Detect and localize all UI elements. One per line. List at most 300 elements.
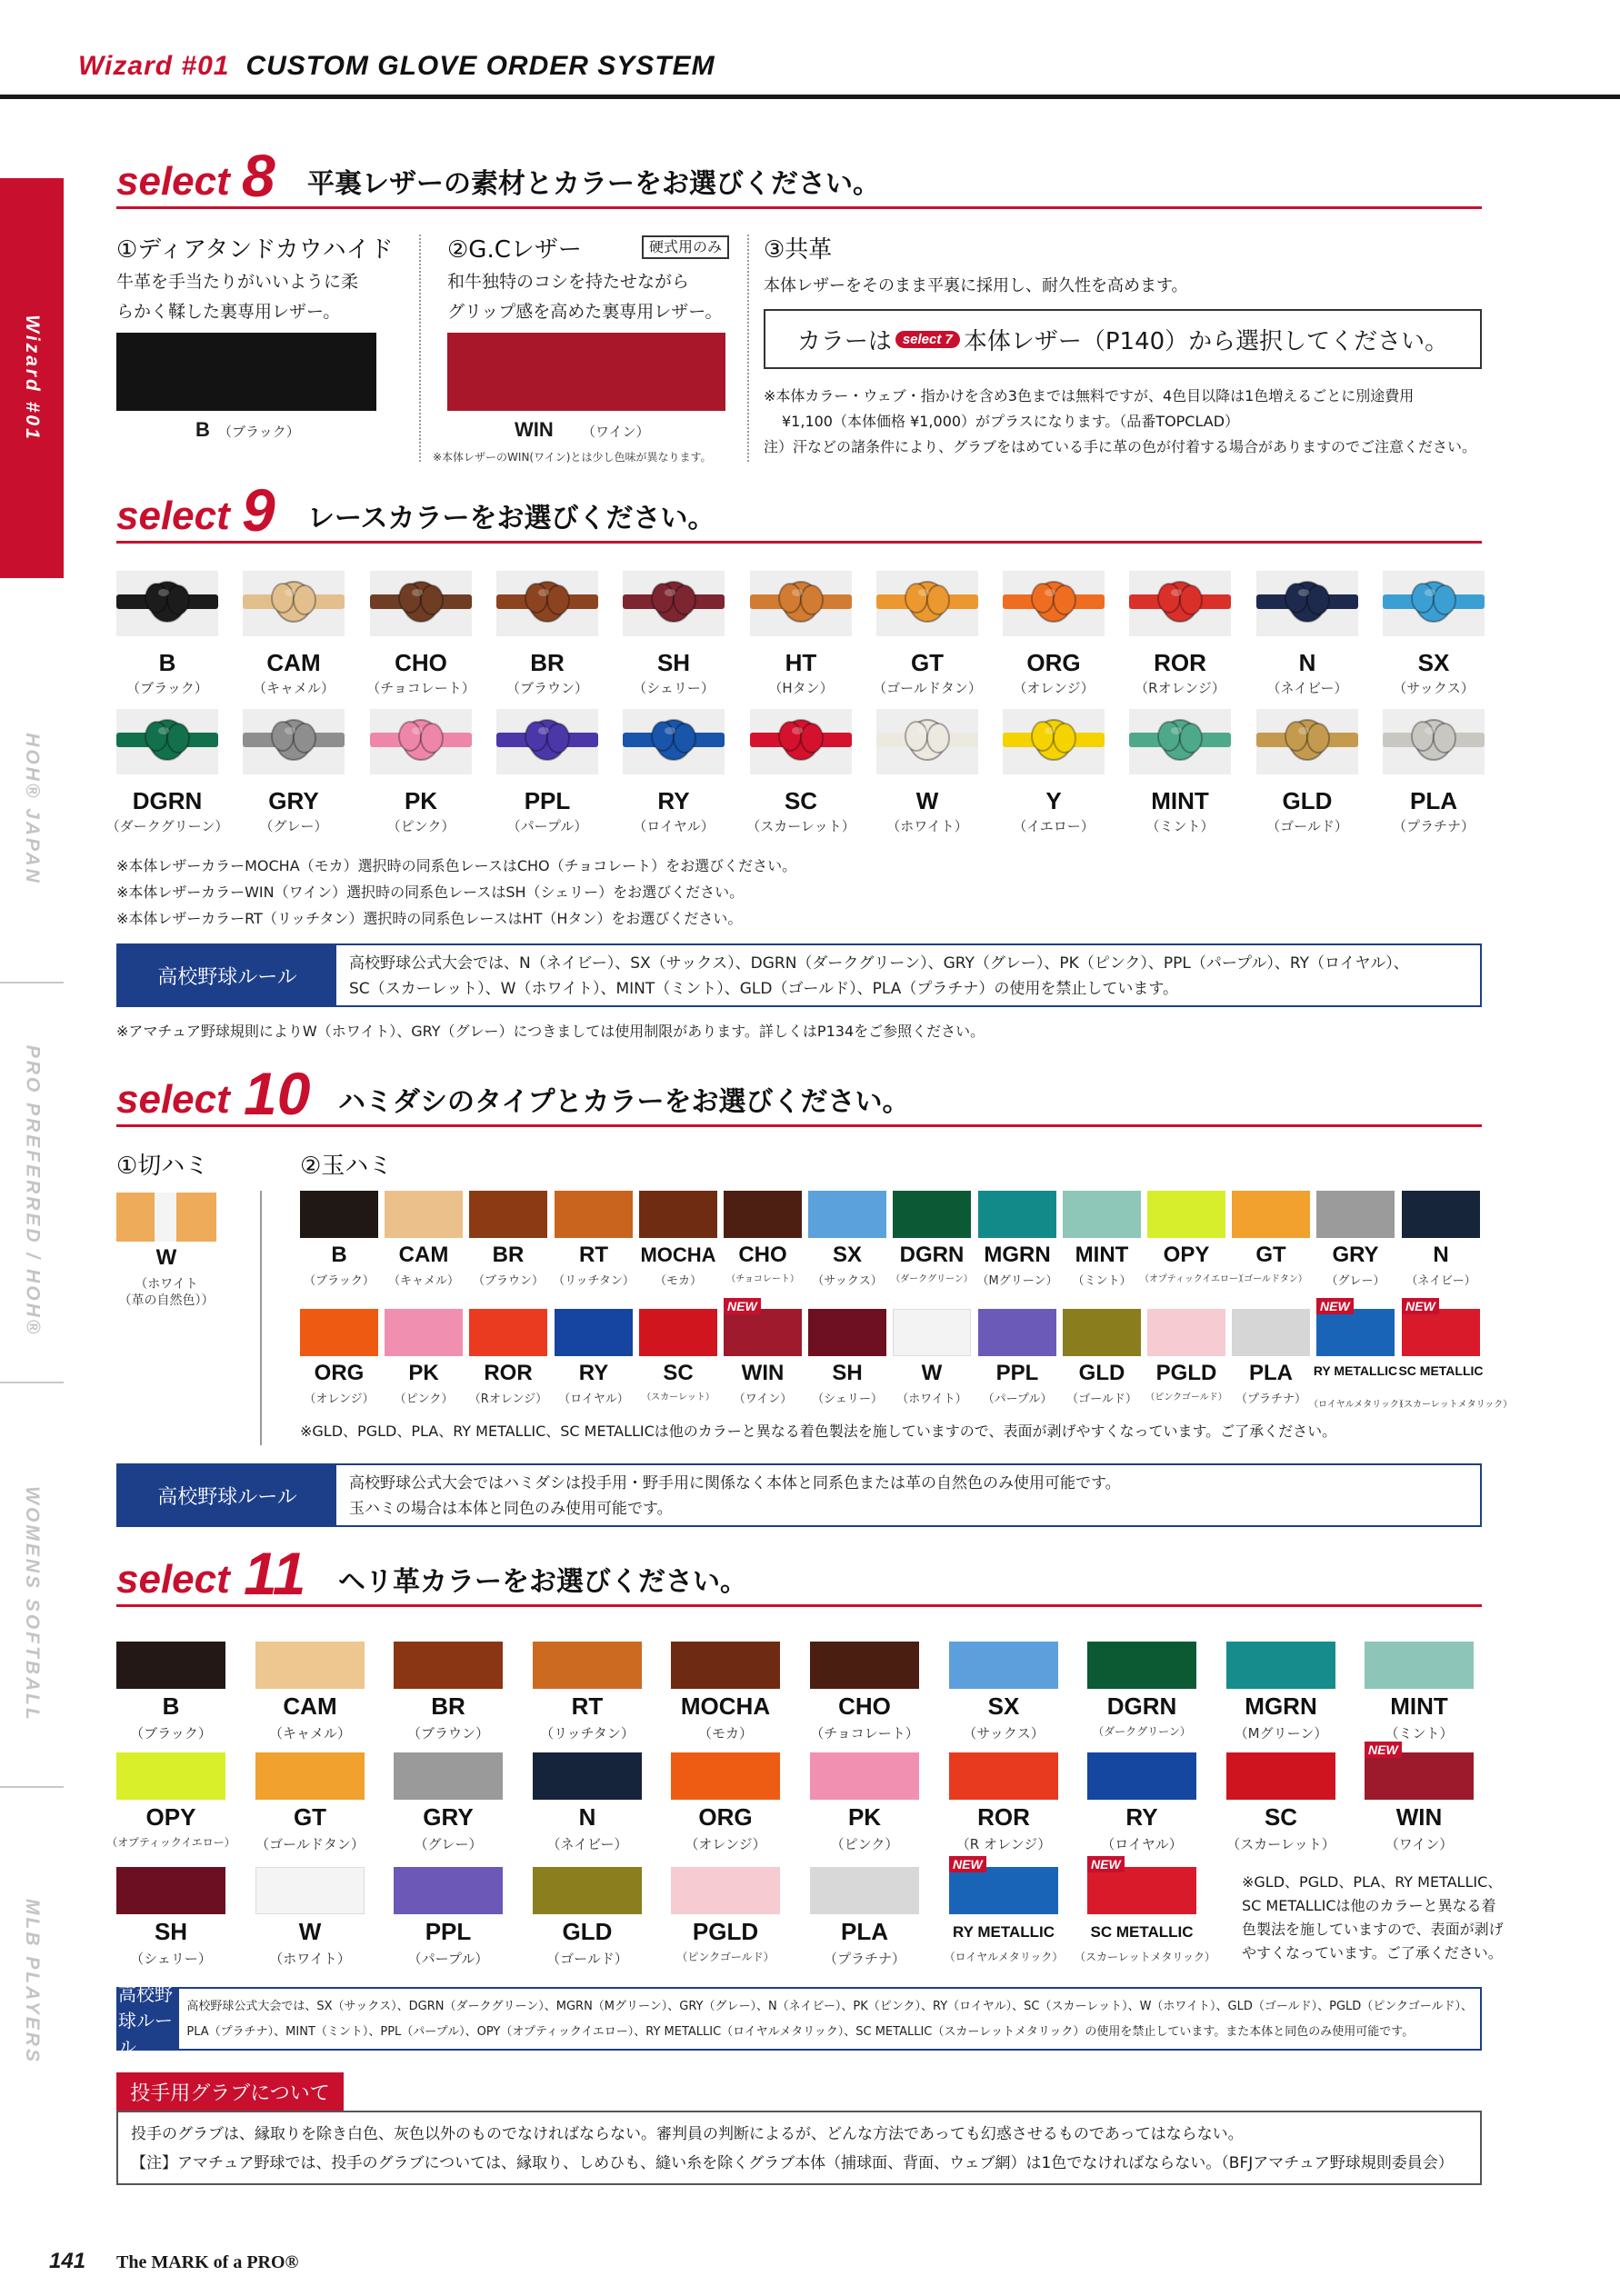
swatch-code: WIN <box>1395 1803 1443 1831</box>
amateur-rule-note: ※アマチュア野球規則によりW（ホワイト）、GRY（グレー）につきましては使用制限があります。詳しくはP134をご参照ください。 <box>116 1023 985 1040</box>
swatch-code: ORG <box>1026 649 1081 676</box>
rule-line: 高校野球公式大会では、SX（サックス）、DGRN（ダークグリーン）、MGRN（Mグリーン）、GRY（グレー）、N（ネイビー）、PK（ピンク）、RY（ロイヤル）、SC（スカーレット）、W（ホワイト）、GLD（ゴールド）、PGLD（ピンクゴールド）、 <box>186 2000 1473 2013</box>
high-school-rule-box <box>116 1982 1482 2058</box>
swatch-jp-name: （ワイン） <box>733 1393 793 1406</box>
side-tab-mlb-players[interactable] <box>0 1854 64 2109</box>
select-number: 8 <box>242 142 275 209</box>
piping-swatch-br[interactable] <box>469 1191 547 1238</box>
color-select-instruction-box <box>764 309 1482 369</box>
swatch-code: PLA <box>841 1918 888 1945</box>
option-gc-leather: ②G.Cレザー <box>447 236 582 264</box>
swatch-jp-name: （サックス） <box>963 1725 1045 1742</box>
piping-swatch-gt[interactable] <box>1232 1191 1310 1238</box>
swatch-code: ROR <box>484 1361 533 1385</box>
section-header-select-10 <box>116 1054 1482 1127</box>
binding-swatch-rt[interactable] <box>533 1642 642 1689</box>
swatch-jp-name: （Rオレンジ） <box>468 1393 548 1406</box>
side-tab-hoh-japan[interactable] <box>0 636 64 982</box>
swatch-jp-name: （ミント） <box>1385 1725 1454 1742</box>
piping-swatch-mgrn[interactable] <box>978 1191 1056 1238</box>
swatch-jp-name: （スカーレット） <box>746 818 855 834</box>
piping-swatch-mint[interactable] <box>1063 1191 1141 1238</box>
swatch-code: W <box>298 1918 322 1945</box>
option-description: グリップ感を高めた裏専用レザー。 <box>447 302 723 322</box>
swatch-code: SC <box>1264 1803 1298 1831</box>
piping-swatch-gld[interactable] <box>1063 1309 1141 1356</box>
binding-swatch-pk[interactable] <box>810 1752 919 1800</box>
swatch-cut-piping-white[interactable] <box>116 1193 216 1242</box>
side-tab-womens-softball[interactable] <box>0 1454 64 1754</box>
pitcher-glove-rules <box>116 2111 1482 2185</box>
binding-swatch-ry-metallic[interactable] <box>949 1867 1058 1914</box>
swatch-jp-name: （ブラウン） <box>505 680 588 696</box>
binding-swatch-dgrn[interactable] <box>1087 1642 1196 1689</box>
swatch-code: Y <box>1045 787 1062 814</box>
swatch-code: RY <box>578 1361 609 1385</box>
binding-swatch-pla[interactable] <box>810 1867 919 1914</box>
swatch-jp-name: （ブラック） <box>218 424 300 440</box>
select-7-tag: select 7 <box>895 331 960 348</box>
swatch-jp-name: （ゴールド） <box>1266 818 1348 834</box>
option-description: 本体レザーをそのまま平裏に採用し、耐久性を高めます。 <box>764 276 1188 295</box>
swatch-code: PK <box>404 787 438 814</box>
binding-swatch-mgrn[interactable] <box>1226 1642 1335 1689</box>
swatch-code: GRY <box>423 1803 474 1831</box>
binding-swatch-win[interactable] <box>1365 1752 1474 1800</box>
swatch-jp-name: （ネイビー） <box>1405 1274 1476 1288</box>
lace-note: ※本体レザーカラーWIN（ワイン）選択時の同系色レースはSH（シェリー）をお選びください。 <box>116 883 745 901</box>
swatch-code: CAM <box>398 1243 449 1267</box>
binding-swatch-mocha[interactable] <box>671 1642 780 1689</box>
swatch-jp-name: （革の自然色）） <box>118 1293 215 1308</box>
piping-swatch-w[interactable] <box>893 1309 971 1356</box>
lace-swatch-cho[interactable] <box>370 571 472 636</box>
column-divider <box>747 235 749 462</box>
swatch-jp-name: （スカーレット） <box>1226 1836 1335 1852</box>
option-deer-tanned-cowhide: ①ディアタンドカウハイド <box>116 236 394 264</box>
swatch-jp-name: （ブラウン） <box>472 1274 544 1288</box>
swatch-jp-name: （スカーレットメタリック） <box>1075 1951 1216 1963</box>
swatch-black-leather[interactable] <box>116 333 376 411</box>
swatch-code: PLA <box>1249 1361 1293 1385</box>
rule-line: 高校野球公式大会ではハミダシは投手用・野手用に関係なく本体と同系色または革の自然色のみ使用可能です。 <box>349 1474 1121 1492</box>
swatch-code: MOCHA <box>680 1692 771 1720</box>
new-badge: NEW <box>1402 1298 1439 1314</box>
swatch-jp-name: （ワイン） <box>1385 1836 1454 1852</box>
side-tab-label: Wizard #01 <box>22 314 43 442</box>
rule-line: PLA（プラチナ）、MINT（ミント）、PPL（パープル）、OPY（オプティックイエロー）、RY METALLIC（ロイヤルメタリック）、SC METALLIC（スカーレットメタリック）の使用を禁止しています。また本体と同色のみ使用可能です。 <box>186 2025 1415 2039</box>
swatch-code: CHO <box>738 1243 787 1267</box>
swatch-jp-name: （ホワイト） <box>269 1951 351 1967</box>
swatch-code: GLD <box>1282 787 1333 814</box>
swatch-jp-name: （リッチタン） <box>553 1274 635 1288</box>
side-tab-pro-preferred[interactable] <box>0 991 64 1391</box>
swatch-jp-name: （ネイビー） <box>1266 680 1348 696</box>
swatch-code: PK <box>847 1803 882 1831</box>
section-header-select-9 <box>116 471 1482 544</box>
lace-swatch-ry[interactable] <box>623 709 725 774</box>
lace-swatch-gt[interactable] <box>876 571 978 636</box>
lace-swatch-n[interactable] <box>1256 571 1358 636</box>
swatch-code: GT <box>293 1803 327 1831</box>
swatch-jp-name: （ダークグリーン） <box>1093 1725 1191 1738</box>
swatch-code: W <box>915 787 939 814</box>
section-title: ハミダシのタイプとカラーをお選びください。 <box>338 1086 910 1118</box>
binding-swatch-mint[interactable] <box>1365 1642 1474 1689</box>
side-tab-label: MLB PLAYERS <box>22 1899 44 2064</box>
lace-swatch-ppl[interactable] <box>496 709 598 774</box>
swatch-jp-name: （キャメル） <box>268 1725 351 1742</box>
extra-color-note: ¥1,100（本体価格 ¥1,000）がプラスになります。（品番TOPCLAD） <box>782 413 1240 430</box>
swatch-code: RY <box>657 787 690 814</box>
new-badge: NEW <box>1316 1298 1354 1314</box>
swatch-code: PGLD <box>692 1918 759 1945</box>
column-divider <box>419 235 421 462</box>
swatch-jp-name: （ロイヤル） <box>633 818 715 834</box>
piping-swatch-b[interactable] <box>300 1191 378 1238</box>
swatch-jp-name: （ブラック） <box>304 1274 375 1288</box>
section-title: レースカラーをお選びください。 <box>307 503 715 534</box>
lace-note: ※本体レザーカラーMOCHA（モカ）選択時の同系色レースはCHO（チョコレート）をお選びください。 <box>116 857 797 874</box>
rule-label: 高校野球ルール <box>118 945 336 1005</box>
swatch-code: GT <box>910 649 945 676</box>
piping-swatch-dgrn[interactable] <box>893 1191 971 1238</box>
swatch-code: WIN <box>741 1361 785 1385</box>
special-finish-note: やすくなっています。ご了承ください。 <box>1242 1944 1503 1962</box>
side-divider <box>0 982 64 983</box>
swatch-jp-name: （ロイヤル） <box>558 1393 629 1406</box>
swatch-code: SH <box>832 1361 863 1385</box>
binding-swatch-n[interactable] <box>533 1752 642 1800</box>
swatch-code: BR <box>530 649 565 676</box>
piping-swatch-gry[interactable] <box>1316 1191 1395 1238</box>
new-badge: NEW <box>1365 1742 1402 1758</box>
swatch-jp-name: （オプティックイエロー） <box>106 1836 235 1849</box>
instruction-prefix: カラーは <box>796 327 892 355</box>
extra-color-note: ※本体カラー・ウェブ・指かけを含め3色までは無料ですが、4色目以降は1色増えるごとに別途費用 <box>764 387 1415 404</box>
lace-swatch-ror[interactable] <box>1129 571 1231 636</box>
swatch-jp-name: （パープル） <box>506 818 588 834</box>
swatch-code: ROR <box>977 1803 1030 1831</box>
side-divider <box>0 1382 64 1383</box>
swatch-code: N <box>1433 1243 1449 1267</box>
lace-swatch-org[interactable] <box>1003 571 1105 636</box>
piping-swatch-opy[interactable] <box>1147 1191 1225 1238</box>
piping-swatch-sx[interactable] <box>808 1191 886 1238</box>
swatch-jp-name: （ロイヤルメタリック） <box>1309 1400 1408 1410</box>
swatch-jp-name: （オプティックイエロー） <box>1140 1274 1247 1284</box>
swatch-code: RY METALLIC <box>952 1923 1055 1941</box>
binding-swatch-sc-metallic[interactable] <box>1087 1867 1196 1914</box>
rule-line: SC（スカーレット）、W（ホワイト）、MINT（ミント）、GLD（ゴールド）、PLA（プラチナ）の使用を禁止しています。 <box>349 980 1179 998</box>
swatch-jp-name: （サックス） <box>812 1274 883 1288</box>
option-description: らかく鞣した裏専用レザー。 <box>116 302 341 322</box>
swatch-code: PLA <box>1410 787 1457 814</box>
piping-swatch-n[interactable] <box>1402 1191 1480 1238</box>
swatch-code: B <box>158 649 176 676</box>
swatch-jp-name: （グレー） <box>414 1836 483 1852</box>
swatch-jp-name: （ロイヤルメタリック） <box>944 1951 1064 1963</box>
swatch-code: RY <box>1125 1803 1158 1831</box>
side-tab-label: PRO PREFERRED / HOH® <box>22 1044 44 1337</box>
side-tab-label: HOH® JAPAN <box>22 733 44 885</box>
lace-swatch-sx[interactable] <box>1383 571 1485 636</box>
swatch-jp-name: （オレンジ） <box>685 1836 766 1852</box>
swatch-code: CAM <box>283 1692 337 1720</box>
select-word: select <box>116 494 230 538</box>
section-header-select-11 <box>116 1534 1482 1607</box>
swatch-code: PPL <box>995 1361 1039 1385</box>
lace-swatch-gry[interactable] <box>243 709 345 774</box>
swatch-jp-name: （ゴールド） <box>546 1951 628 1967</box>
binding-swatch-ppl[interactable] <box>394 1867 503 1914</box>
piping-swatch-ror[interactable] <box>469 1309 547 1356</box>
swatch-jp-name: （モカ） <box>654 1274 702 1288</box>
lace-swatch-ht[interactable] <box>750 571 852 636</box>
swatch-code: GLD <box>1078 1361 1125 1385</box>
swatch-jp-name: （Rオレンジ） <box>1135 680 1225 696</box>
select-word: select <box>116 159 230 204</box>
swatch-jp-name: （Mグリーン） <box>976 1274 1058 1288</box>
side-divider <box>0 1786 64 1788</box>
swatch-code: N <box>578 1803 596 1831</box>
lace-swatch-b[interactable] <box>116 571 218 636</box>
binding-swatch-sx[interactable] <box>949 1642 1058 1689</box>
page-header-title <box>78 51 715 82</box>
new-badge: NEW <box>724 1298 761 1314</box>
binding-swatch-w[interactable] <box>255 1867 365 1914</box>
hardball-only-tag: 硬式用のみ <box>642 235 729 259</box>
section-header-select-8 <box>116 136 1482 209</box>
piping-swatch-pk[interactable] <box>385 1309 463 1356</box>
lace-swatch-mint[interactable] <box>1129 709 1231 774</box>
system-title: CUSTOM GLOVE ORDER SYSTEM <box>245 51 715 81</box>
swatch-code: ORG <box>698 1803 753 1831</box>
swatch-jp-name: （ワイン） <box>582 424 650 440</box>
swatch-code: MINT <box>1075 1243 1129 1267</box>
rule-text <box>336 945 1422 1005</box>
select-word: select <box>116 1557 230 1602</box>
select-number: 11 <box>244 1540 306 1607</box>
swatch-code: OPY <box>1163 1243 1210 1267</box>
swatch-jp-name: （R オレンジ） <box>955 1836 1052 1852</box>
rule-label: 高校野球ルール <box>118 1465 336 1525</box>
swatch-code: SC <box>663 1361 694 1385</box>
option-cut-piping: ①切ハミ <box>116 1153 209 1180</box>
swatch-code: ROR <box>1154 649 1206 676</box>
swatch-jp-name: （ゴールド） <box>1066 1393 1137 1406</box>
piping-swatch-sc-metallic[interactable] <box>1402 1309 1480 1356</box>
swatch-jp-name: （ブラック） <box>126 680 208 696</box>
side-tab-label: WOMENS SOFTBALL <box>22 1486 43 1722</box>
pitcher-rule-line: 【注】アマチュア野球では、投手のグラブについては、縁取り、しめひも、縫い糸を除くグラブ本体（捕球面、背面、ウェブ網）は1色でなければならない。（BFJアマチュア野球規則委員会） <box>131 2154 1454 2172</box>
piping-swatch-pla[interactable] <box>1232 1309 1310 1356</box>
piping-swatch-mocha[interactable] <box>639 1191 717 1238</box>
swatch-code: GLD <box>562 1918 613 1945</box>
swatch-jp-name: （ミント） <box>1145 818 1215 834</box>
swatch-jp-name: （グレー） <box>259 818 328 834</box>
swatch-code: W <box>155 1245 177 1270</box>
swatch-code: SX <box>832 1243 862 1267</box>
swatch-jp-name: （プラチナ） <box>1235 1393 1306 1406</box>
swatch-jp-name: （ゴールドタン） <box>1235 1274 1307 1284</box>
swatch-jp-name: （イエロー） <box>1013 818 1095 834</box>
swatch-code: GRY <box>268 787 319 814</box>
binding-swatch-gt[interactable] <box>255 1752 365 1800</box>
swatch-code: SC METALLIC <box>1090 1923 1194 1941</box>
lace-swatch-gld[interactable] <box>1256 709 1358 774</box>
swatch-code: WIN <box>515 418 554 441</box>
binding-swatch-ry[interactable] <box>1087 1752 1196 1800</box>
swatch-jp-name: （キャメル） <box>387 1274 459 1288</box>
swatch-jp-name: （ゴールドタン） <box>255 1836 365 1852</box>
binding-swatch-gry[interactable] <box>394 1752 503 1800</box>
special-finish-note: ※GLD、PGLD、PLA、RY METALLIC、SC METALLICは他のカラーと異なる着色製法を施していますので、表面が剥げやすくなっています。ご了承ください。 <box>300 1423 1337 1440</box>
swatch-code: MGRN <box>984 1243 1051 1267</box>
swatch-code: RT <box>579 1243 608 1267</box>
piping-swatch-ppl[interactable] <box>978 1309 1056 1356</box>
swatch-code: CAM <box>266 649 321 676</box>
swatch-jp-name: （モカ） <box>697 1725 753 1742</box>
swatch-code: SH <box>656 649 691 676</box>
swatch-code: DGRN <box>899 1243 965 1267</box>
swatch-code: W <box>921 1361 943 1385</box>
wine-color-note: ※本体レザーのWIN(ワイン)とは少し色味が異なります。 <box>433 451 712 464</box>
swatch-code: OPY <box>145 1803 196 1831</box>
binding-swatch-sh[interactable] <box>116 1867 225 1914</box>
piping-swatch-org[interactable] <box>300 1309 378 1356</box>
binding-swatch-pgld[interactable] <box>671 1867 780 1914</box>
option-ball-piping: ②玉ハミ <box>300 1153 393 1180</box>
swatch-jp-name: （ホワイト） <box>896 1393 967 1406</box>
swatch-wine-leather[interactable] <box>447 333 725 411</box>
select-number: 10 <box>244 1060 311 1127</box>
swatch-jp-name: （ネイビー） <box>546 1836 628 1852</box>
section-title: 平裏レザーの素材とカラーをお選びください。 <box>307 168 880 200</box>
lace-swatch-sh[interactable] <box>623 571 725 636</box>
rule-label: 高校野球ルール <box>118 1989 179 2049</box>
swatch-code: MGRN <box>1245 1692 1317 1720</box>
binding-swatch-sc[interactable] <box>1226 1752 1335 1800</box>
swatch-code: B <box>162 1692 180 1720</box>
swatch-jp-name: （サックス） <box>1393 680 1475 696</box>
new-badge: NEW <box>949 1856 986 1872</box>
select-word: select <box>116 1077 230 1122</box>
lace-swatch-sc[interactable] <box>750 709 852 774</box>
swatch-jp-name: （Mグリーン） <box>1234 1725 1328 1742</box>
binding-swatch-ror[interactable] <box>949 1752 1058 1800</box>
rule-text <box>179 1989 1480 2049</box>
swatch-code: PPL <box>425 1918 472 1945</box>
piping-swatch-sc[interactable] <box>639 1309 717 1356</box>
swatch-jp-name: （スカーレット） <box>642 1393 715 1403</box>
swatch-jp-name: （パープル） <box>982 1393 1053 1406</box>
lace-swatch-pk[interactable] <box>370 709 472 774</box>
swatch-code: SC METALLIC <box>1398 1363 1484 1378</box>
swatch-code: B <box>331 1243 347 1267</box>
swatch-jp-name: （ロイヤル） <box>1101 1836 1183 1852</box>
special-finish-note: ※GLD、PGLD、PLA、RY METALLIC、 <box>1242 1873 1503 1891</box>
binding-swatch-cho[interactable] <box>810 1642 919 1689</box>
lace-swatch-dgrn[interactable] <box>116 709 218 774</box>
binding-swatch-org[interactable] <box>671 1752 780 1800</box>
piping-swatch-cam[interactable] <box>385 1191 463 1238</box>
sweat-note: 注）汗などの諸条件により、グラブをはめている手に革の色が付着する場合がありますのでご注意ください。 <box>764 438 1477 455</box>
column-divider <box>260 1191 262 1445</box>
pitcher-glove-heading: 投手用グラブについて <box>116 2072 344 2111</box>
swatch-jp-name: （ホワイト） <box>886 818 968 834</box>
swatch-code: SC <box>784 787 818 814</box>
rule-line: 玉ハミの場合は本体と同色のみ使用可能です。 <box>349 1500 673 1518</box>
swatch-jp-name: （チョコレート） <box>810 1725 919 1742</box>
lace-swatch-br[interactable] <box>496 571 598 636</box>
lace-swatch-y[interactable] <box>1003 709 1105 774</box>
binding-swatch-opy[interactable] <box>116 1752 225 1800</box>
option-description: 牛革を手当たりがいいように柔 <box>116 272 359 292</box>
new-badge: NEW <box>1087 1856 1125 1872</box>
piping-swatch-pgld[interactable] <box>1147 1309 1225 1356</box>
binding-swatch-cam[interactable] <box>255 1642 365 1689</box>
swatch-code: MINT <box>1390 1692 1448 1720</box>
lace-swatch-pla[interactable] <box>1383 709 1485 774</box>
swatch-jp-name: （シェリー） <box>812 1393 883 1406</box>
swatch-jp-name: （ピンク） <box>386 818 455 834</box>
piping-swatch-ry-metallic[interactable] <box>1316 1309 1395 1356</box>
swatch-code: MINT <box>1151 787 1209 814</box>
swatch-code: BR <box>492 1243 525 1267</box>
swatch-jp-name: （シェリー） <box>633 680 715 696</box>
special-finish-note: 色製法を施していますので、表面が剥げ <box>1242 1921 1504 1938</box>
swatch-jp-name: （ブラウン） <box>406 1725 489 1742</box>
swatch-code: BR <box>431 1692 465 1720</box>
option-same-leather: ③共革 <box>764 236 833 264</box>
swatch-code: RY METALLIC <box>1313 1363 1398 1378</box>
piping-swatch-win[interactable] <box>724 1309 802 1356</box>
binding-swatch-b[interactable] <box>116 1642 225 1689</box>
swatch-code: GRY <box>1332 1243 1379 1267</box>
swatch-jp-name: （ゴールドタン） <box>873 680 982 696</box>
swatch-jp-name: （ブラック） <box>130 1725 212 1742</box>
lace-swatch-cam[interactable] <box>243 571 345 636</box>
swatch-code: GT <box>1255 1243 1286 1267</box>
swatch-code: PPL <box>524 787 571 814</box>
swatch-jp-name: （チョコレート） <box>726 1274 799 1284</box>
piping-swatch-cho[interactable] <box>724 1191 802 1238</box>
swatch-code: PGLD <box>1155 1361 1217 1385</box>
swatch-code: ORG <box>314 1361 365 1385</box>
binding-swatch-br[interactable] <box>394 1642 503 1689</box>
swatch-jp-name: （プラチナ） <box>823 1951 905 1967</box>
piping-swatch-ry[interactable] <box>555 1309 633 1356</box>
swatch-code: SX <box>987 1692 1020 1720</box>
swatch-code: DGRN <box>1106 1692 1177 1720</box>
swatch-jp-name: （ミント） <box>1072 1274 1132 1288</box>
side-tab-wizard[interactable] <box>0 178 64 578</box>
binding-swatch-gld[interactable] <box>533 1867 642 1914</box>
lace-note: ※本体レザーカラーRT（リッチタン）選択時の同系色レースはHT（Hタン）をお選びください。 <box>116 910 743 927</box>
rule-line: 高校野球公式大会では、N（ネイビー）、SX（サックス）、DGRN（ダークグリーン）、GRY（グレー）、PK（ピンク）、PPL（パープル）、RY（ロイヤル）、 <box>349 954 1409 973</box>
header-rule <box>0 95 1620 99</box>
piping-swatch-sh[interactable] <box>808 1309 886 1356</box>
wizard-label: Wizard #01 <box>78 51 230 81</box>
lace-swatch-w[interactable] <box>876 709 978 774</box>
swatch-code: RT <box>571 1692 604 1720</box>
rule-text <box>336 1465 1134 1525</box>
swatch-jp-name: （ホワイト <box>135 1277 198 1292</box>
section-title: ヘリ革カラーをお選びください。 <box>338 1566 747 1598</box>
swatch-jp-name: （チョコレート） <box>366 680 475 696</box>
piping-swatch-rt[interactable] <box>555 1191 633 1238</box>
